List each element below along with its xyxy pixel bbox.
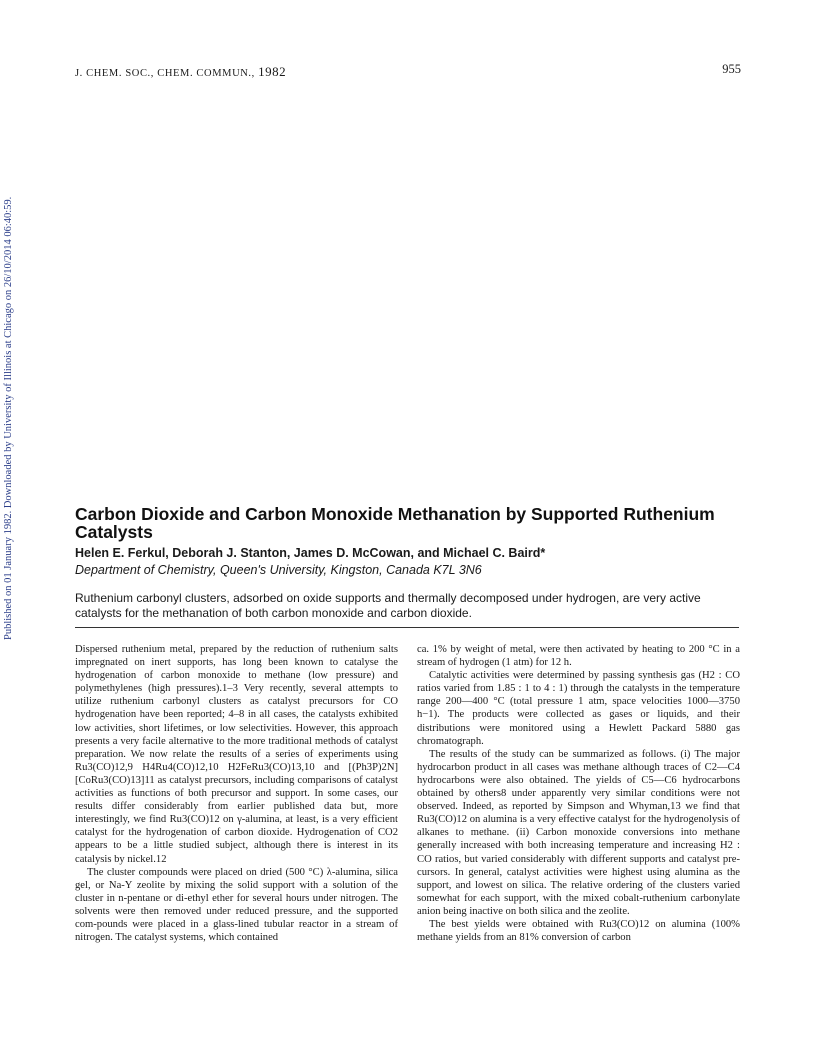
download-watermark: Published on 01 January 1982. Downloaded by University of Illinois at Chicago on 26/10/2014 06:40:59.: [3, 196, 14, 640]
body-paragraph: ca. 1% by weight of metal, were then activated by heating to 200 °C in a stream of hydrogen (1 atm) for 12 h.: [417, 644, 740, 669]
body-paragraph: Catalytic activities were determined by passing synthesis gas (H2 : CO ratios varied from 1.85 : 1 to 4 : 1) through the catalysts in the temperature range 200—400 °C (total pressure 1 atm, space velocities 1000—3750 h−1). The products were collected as gases or liquids, and their distributions were monitored using a Hewlett Packard 5880 gas chromatograph.: [417, 670, 740, 747]
body-column-left: [75, 643, 398, 944]
article-title: Carbon Dioxide and Carbon Monoxide Methanation by Supported Ruthenium Catalysts: [75, 504, 715, 542]
author-list: Helen E. Ferkul, Deborah J. Stanton, James D. McCowan, and Michael C. Baird*: [75, 546, 546, 560]
abstract-divider: [75, 627, 739, 628]
abstract: Ruthenium carbonyl clusters, adsorbed on oxide supports and thermally decomposed under hydrogen, are very active catalysts for the methanation of both carbon monoxide and carbon dioxide.: [75, 591, 701, 620]
affiliation: Department of Chemistry, Queen's University, Kingston, Canada K7L 3N6: [75, 563, 482, 577]
body-paragraph: Dispersed ruthenium metal, prepared by the reduction of ruthenium salts impregnated on inert supports, has long been known to catalyse the hydrogenation of carbon monoxide to methane (low pressure) and polymethylenes (high pressures).1–3 Very recently, several attempts to utilize ruthenium carbonyl clusters as catalyst precursors for CO hydrogenation have been reported; 4–8 in all cases, the catalysts exhibited low activities, short lifetimes, or low selectivities. However, this approach presents a very facile alternative to the more traditional methods of catalyst preparation. We now relate the results of a series of experiments using Ru3(CO)12,9 H4Ru4(CO)12,10 H2FeRu3(CO)13,10 and [(Ph3P)2N][CoRu3(CO)13]11 as catalyst precursors, including comparisons of catalyst activities as functions of both precursor and support. In some cases, our results differ considerably from earlier published data but, more interestingly, we find Ru3(CO)12 on γ-alumina, at least, is a very efficient catalyst for the hydrogenation of carbon dioxide. Hydrogenation of CO2 appears to be a little studied subject, although there is interest in its catalysis by nickel.12: [75, 644, 398, 865]
body-column-right: [417, 643, 740, 944]
journal-name: J. CHEM. SOC., CHEM. COMMUN.,: [75, 68, 255, 79]
body-paragraph: The cluster compounds were placed on dried (500 °C) λ-alumina, silica gel, or Na-Y zeolite by mixing the solid support with a solution of the cluster in n-pentane or di-ethyl ether for several hours under nitrogen. The solvents were then removed under reduced pressure, and the supported com-pounds were placed in a glass-lined tubular reactor in a stream of nitrogen. The catalyst systems, which contained: [75, 866, 398, 944]
running-head: [75, 64, 286, 80]
body-paragraph: The results of the study can be summarized as follows. (i) The major hydrocarbon product in all cases was methane although traces of C2—C4 hydrocarbons were also obtained. The yields of C5—C6 hydrocarbons obtained by others8 under apparently very similar conditions were not observed. Indeed, as reported by Simpson and Whyman,13 we find that Ru3(CO)12 on alumina is a very effective catalyst for the hydrogenolysis of alkanes to methane. (ii) Carbon monoxide conversions into methane generally increased with both increasing temperature and increasing H2 : CO ratios, but varied considerably with different supports and catalyst pre-cursors. In general, catalyst activities were highest using alumina as the support, and lowest on silica. The relative ordering of the clusters varied somewhat for each support, with the mixed cobalt-ruthenium carbonylate anion being inactive on both silica and the zeolite.: [417, 748, 740, 917]
page-number: 955: [722, 62, 741, 76]
body-paragraph: The best yields were obtained with Ru3(CO)12 on alumina (100% methane yields from an 81% conversion of carbon: [417, 918, 740, 944]
journal-year: 1982: [258, 64, 287, 79]
